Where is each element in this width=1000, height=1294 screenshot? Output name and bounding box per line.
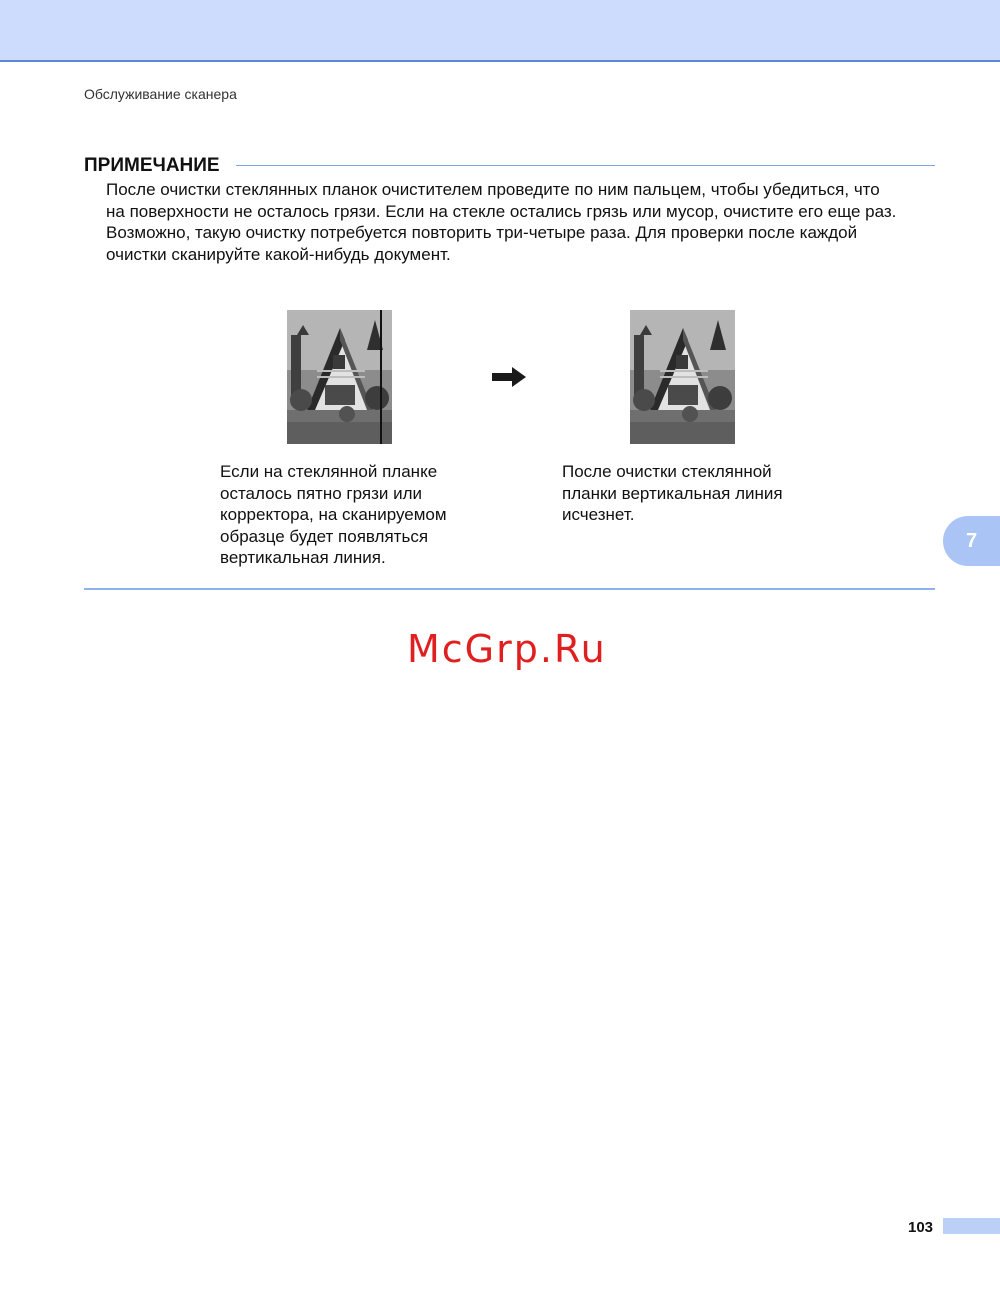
after-caption [562,461,822,526]
chapter-number: 7 [965,529,978,552]
note-line: очистки сканируйте какой-нибудь документ. [106,244,451,264]
note-end-divider [84,588,935,590]
caption-line: корректора, на сканируемом [220,505,447,524]
before-caption [220,461,480,569]
caption-line: исчезнет. [562,505,635,524]
chapter-tab [943,516,1000,566]
note-line: Возможно, такую очистку потребуется повторить три-четыре раза. Для проверки после каждой [106,223,858,242]
caption-line: Если на стеклянной планке [220,462,438,481]
scan-clean-image [630,310,735,444]
note-line: После очистки стеклянных планок очистителем проведите по ним пальцем, чтобы убедиться, что [106,180,880,199]
note-line: на поверхности не осталось грязи. Если на стекле остались грязь или мусор, очистите его еще раз. [106,201,897,221]
header-band [0,0,1000,62]
footer-bar [943,1218,1000,1234]
caption-line: образце будет появляться [220,526,429,546]
caption-line: После очистки стеклянной [562,462,772,481]
page-number: 103 [908,1219,934,1236]
note-body [106,179,946,265]
caption-line: планки вертикальная линия [562,483,783,503]
note-title: ПРИМЕЧАНИЕ [84,155,220,176]
running-header: Обслуживание сканера [84,86,237,102]
right-arrow-icon [492,367,526,387]
watermark: McGrp.Ru [407,627,607,671]
caption-line: вертикальная линия. [220,548,386,567]
scan-with-line-image [287,310,392,444]
caption-line: осталось пятно грязи или [220,483,423,503]
note-divider [236,165,935,166]
